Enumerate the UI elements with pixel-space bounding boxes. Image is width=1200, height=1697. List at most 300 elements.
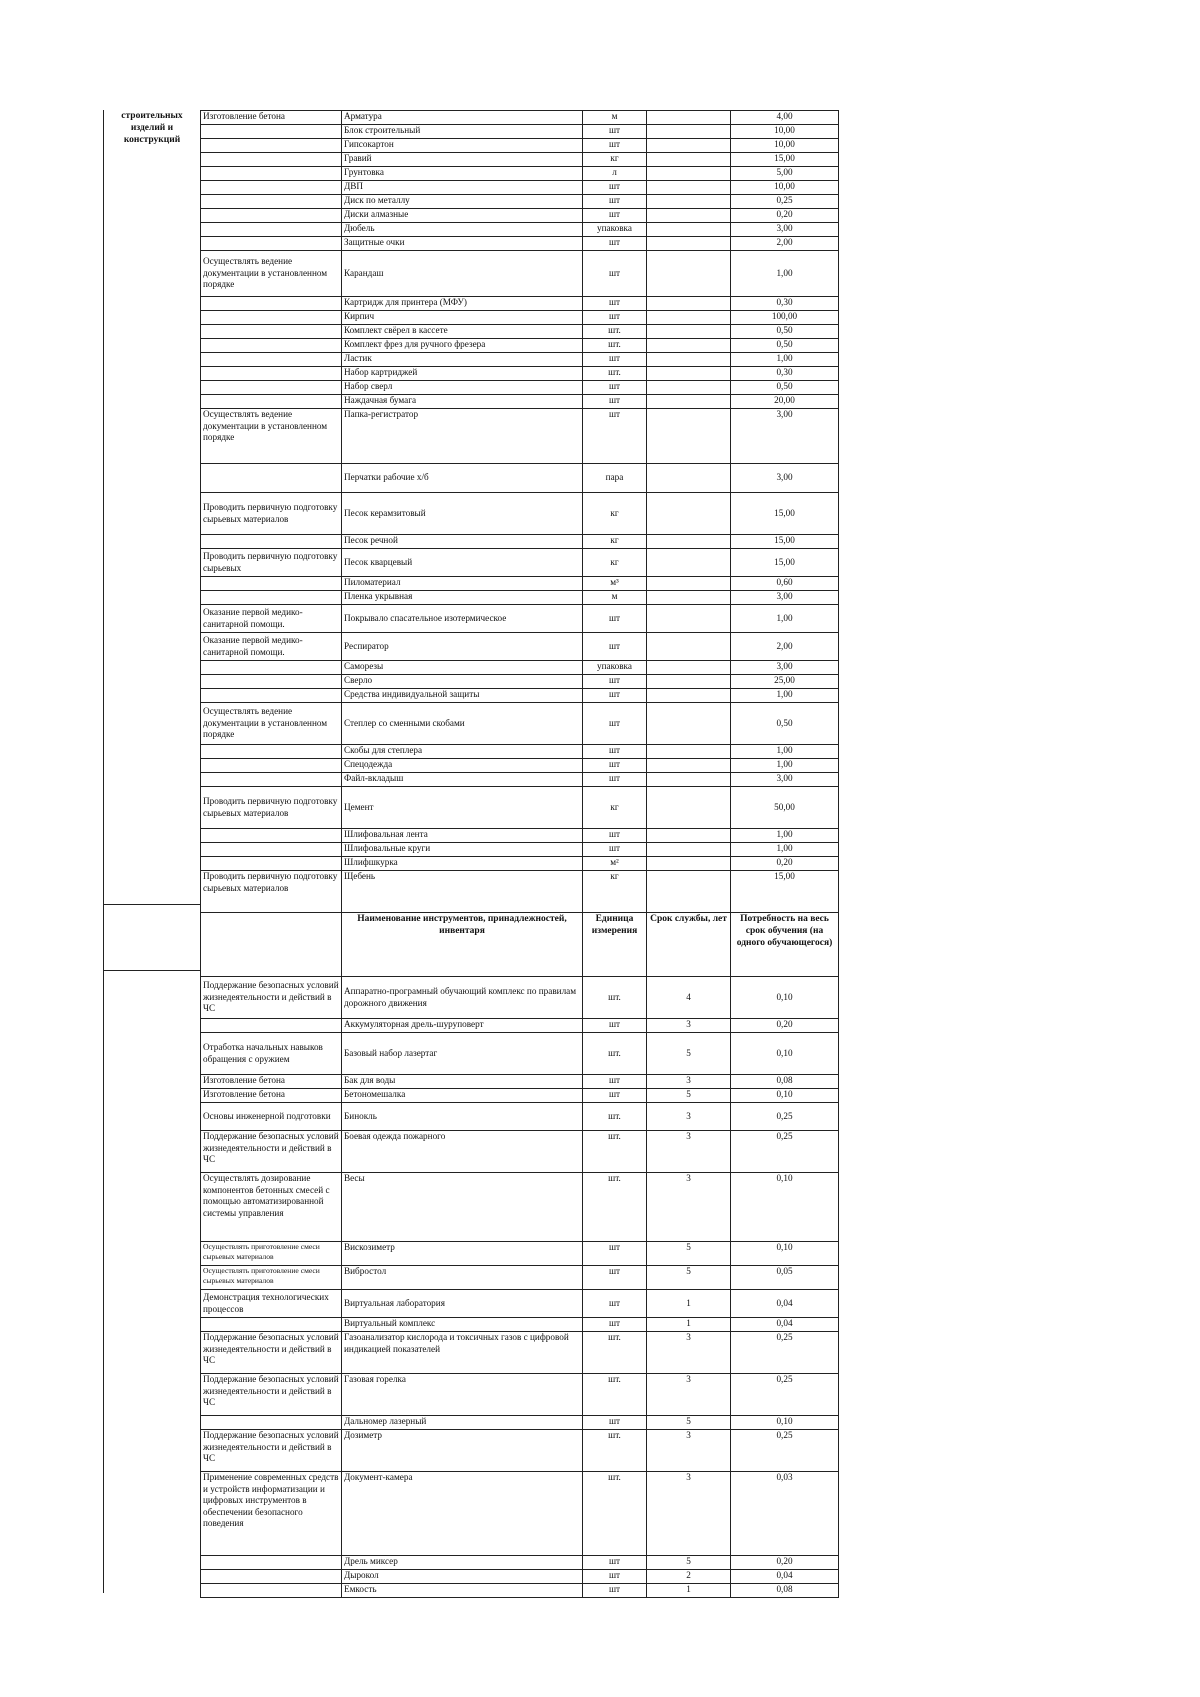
topic-cell bbox=[201, 181, 342, 195]
need-cell: 1,00 bbox=[731, 829, 839, 843]
unit-cell: шт bbox=[583, 843, 647, 857]
name-cell: Песок речной bbox=[342, 535, 583, 549]
material-row bbox=[201, 857, 839, 871]
topic-cell: Основы инженерной подготовки bbox=[201, 1103, 342, 1131]
tool-row bbox=[201, 1570, 839, 1584]
unit-cell: кг bbox=[583, 535, 647, 549]
unit-cell: шт bbox=[583, 633, 647, 661]
name-cell: Степлер со сменными скобами bbox=[342, 703, 583, 745]
name-cell: Гравий bbox=[342, 153, 583, 167]
material-row bbox=[201, 605, 839, 633]
tool-row bbox=[201, 977, 839, 1019]
name-cell: Виртуальная лаборатория bbox=[342, 1290, 583, 1318]
name-cell: Весы bbox=[342, 1173, 583, 1242]
life-cell bbox=[647, 675, 731, 689]
need-cell: 4,00 bbox=[731, 111, 839, 125]
name-cell: Покрывало спасательное изотермическое bbox=[342, 605, 583, 633]
need-cell: 0,10 bbox=[731, 1416, 839, 1430]
life-cell bbox=[647, 139, 731, 153]
need-cell: 0,50 bbox=[731, 325, 839, 339]
topic-cell: Демонстрация технологических процессов bbox=[201, 1290, 342, 1318]
need-cell: 0,20 bbox=[731, 209, 839, 223]
name-cell: Комплект фрез для ручного фрезера bbox=[342, 339, 583, 353]
unit-cell: шт bbox=[583, 1556, 647, 1570]
name-cell: Пленка укрывная bbox=[342, 591, 583, 605]
life-cell: 3 bbox=[647, 1374, 731, 1416]
tool-row bbox=[201, 1374, 839, 1416]
unit-cell: шт bbox=[583, 689, 647, 703]
topic-cell: Поддержание безопасных условий жизнедеятельности и действий в ЧС bbox=[201, 1332, 342, 1374]
unit-cell: м bbox=[583, 111, 647, 125]
name-cell: Щебень bbox=[342, 871, 583, 913]
unit-cell: шт bbox=[583, 1075, 647, 1089]
unit-cell: шт bbox=[583, 181, 647, 195]
need-cell: 3,00 bbox=[731, 661, 839, 675]
need-cell: 0,05 bbox=[731, 1266, 839, 1290]
unit-cell: шт bbox=[583, 237, 647, 251]
header-unit-cell: Единица измерения bbox=[583, 913, 647, 977]
name-cell: Бетономешалка bbox=[342, 1089, 583, 1103]
life-cell bbox=[647, 829, 731, 843]
unit-cell: шт bbox=[583, 1416, 647, 1430]
unit-cell: кг bbox=[583, 549, 647, 577]
topic-cell: Изготовление бетона bbox=[201, 1075, 342, 1089]
unit-cell: шт. bbox=[583, 1131, 647, 1173]
topic-cell bbox=[201, 759, 342, 773]
life-cell bbox=[647, 167, 731, 181]
need-cell: 1,00 bbox=[731, 353, 839, 367]
unit-cell: шт bbox=[583, 1266, 647, 1290]
unit-cell: шт bbox=[583, 195, 647, 209]
life-cell: 5 bbox=[647, 1242, 731, 1266]
topic-cell bbox=[201, 353, 342, 367]
name-cell: Комплект свёрел в кассете bbox=[342, 325, 583, 339]
unit-cell: шт bbox=[583, 395, 647, 409]
topic-cell: Поддержание безопасных условий жизнедеятельности и действий в ЧС bbox=[201, 977, 342, 1019]
name-cell: Карандаш bbox=[342, 251, 583, 297]
material-row bbox=[201, 251, 839, 297]
unit-cell: шт bbox=[583, 381, 647, 395]
material-row bbox=[201, 311, 839, 325]
name-cell: Песок керамзитовый bbox=[342, 493, 583, 535]
life-cell: 5 bbox=[647, 1266, 731, 1290]
material-row bbox=[201, 661, 839, 675]
unit-cell: шт bbox=[583, 1570, 647, 1584]
topic-cell bbox=[201, 125, 342, 139]
life-cell bbox=[647, 409, 731, 464]
topic-cell bbox=[201, 1584, 342, 1598]
life-cell bbox=[647, 223, 731, 237]
unit-cell: шт. bbox=[583, 1430, 647, 1472]
topic-cell bbox=[201, 1570, 342, 1584]
topic-cell bbox=[201, 577, 342, 591]
name-cell: ДВП bbox=[342, 181, 583, 195]
header-life-cell: Срок службы, лет bbox=[647, 913, 731, 977]
unit-cell: шт bbox=[583, 1019, 647, 1033]
tool-row bbox=[201, 1266, 839, 1290]
name-cell: Спецодежда bbox=[342, 759, 583, 773]
life-cell: 5 bbox=[647, 1556, 731, 1570]
need-cell: 15,00 bbox=[731, 871, 839, 913]
unit-cell: шт bbox=[583, 1089, 647, 1103]
tool-row bbox=[201, 1173, 839, 1242]
topic-cell bbox=[201, 1416, 342, 1430]
material-row bbox=[201, 689, 839, 703]
life-cell: 3 bbox=[647, 1472, 731, 1556]
name-cell: Песок кварцевый bbox=[342, 549, 583, 577]
name-cell: Диски алмазные bbox=[342, 209, 583, 223]
unit-cell: шт bbox=[583, 1318, 647, 1332]
life-cell: 3 bbox=[647, 1332, 731, 1374]
name-cell: Шлифовальная лента bbox=[342, 829, 583, 843]
topic-cell: Оказание первой медико-санитарной помощи. bbox=[201, 605, 342, 633]
topic-cell bbox=[201, 829, 342, 843]
tool-row bbox=[201, 1416, 839, 1430]
life-cell bbox=[647, 195, 731, 209]
name-cell: Защитные очки bbox=[342, 237, 583, 251]
topic-cell: Поддержание безопасных условий жизнедеятельности и действий в ЧС bbox=[201, 1374, 342, 1416]
life-cell bbox=[647, 367, 731, 381]
name-cell: Набор картриджей bbox=[342, 367, 583, 381]
unit-cell: кг bbox=[583, 493, 647, 535]
name-cell: Документ-камера bbox=[342, 1472, 583, 1556]
topic-cell bbox=[201, 591, 342, 605]
material-row bbox=[201, 829, 839, 843]
life-cell: 3 bbox=[647, 1019, 731, 1033]
tool-row bbox=[201, 1089, 839, 1103]
life-cell bbox=[647, 787, 731, 829]
unit-cell: шт. bbox=[583, 1033, 647, 1075]
material-row bbox=[201, 409, 839, 464]
topic-cell: Изготовление бетона bbox=[201, 111, 342, 125]
life-cell bbox=[647, 577, 731, 591]
tools-header-row bbox=[201, 913, 839, 977]
life-cell: 2 bbox=[647, 1570, 731, 1584]
life-cell: 1 bbox=[647, 1290, 731, 1318]
topic-cell bbox=[201, 297, 342, 311]
name-cell: Дюбель bbox=[342, 223, 583, 237]
material-row bbox=[201, 745, 839, 759]
name-cell: Блок строительный bbox=[342, 125, 583, 139]
material-row bbox=[201, 353, 839, 367]
name-cell: Аккумуляторная дрель-шуруповерт bbox=[342, 1019, 583, 1033]
material-row bbox=[201, 773, 839, 787]
unit-cell: шт bbox=[583, 773, 647, 787]
material-row bbox=[201, 381, 839, 395]
material-row bbox=[201, 493, 839, 535]
tool-row bbox=[201, 1131, 839, 1173]
topic-cell bbox=[201, 381, 342, 395]
tool-row bbox=[201, 1103, 839, 1131]
name-cell: Базовый набор лазертаг bbox=[342, 1033, 583, 1075]
topic-cell bbox=[201, 311, 342, 325]
name-cell: Цемент bbox=[342, 787, 583, 829]
life-cell bbox=[647, 381, 731, 395]
life-cell bbox=[647, 535, 731, 549]
need-cell: 1,00 bbox=[731, 251, 839, 297]
name-cell: Вискозиметр bbox=[342, 1242, 583, 1266]
equipment-table bbox=[200, 110, 839, 1598]
topic-cell: Проводить первичную подготовку сырьевых материалов bbox=[201, 871, 342, 913]
life-cell: 1 bbox=[647, 1584, 731, 1598]
topic-cell: Осуществлять ведение документации в установленном порядке bbox=[201, 409, 342, 464]
unit-cell: шт. bbox=[583, 1173, 647, 1242]
need-cell: 1,00 bbox=[731, 843, 839, 857]
material-row bbox=[201, 339, 839, 353]
material-row bbox=[201, 181, 839, 195]
unit-cell: шт. bbox=[583, 1472, 647, 1556]
topic-cell bbox=[201, 464, 342, 493]
material-row bbox=[201, 153, 839, 167]
need-cell: 0,20 bbox=[731, 1556, 839, 1570]
unit-cell: упаковка bbox=[583, 661, 647, 675]
unit-cell: л bbox=[583, 167, 647, 181]
life-cell: 3 bbox=[647, 1173, 731, 1242]
unit-cell: шт bbox=[583, 1584, 647, 1598]
name-cell: Перчатки рабочие х/б bbox=[342, 464, 583, 493]
life-cell bbox=[647, 591, 731, 605]
unit-cell: шт bbox=[583, 209, 647, 223]
life-cell: 3 bbox=[647, 1131, 731, 1173]
tool-row bbox=[201, 1290, 839, 1318]
need-cell: 0,25 bbox=[731, 1103, 839, 1131]
tool-row bbox=[201, 1430, 839, 1472]
topic-cell bbox=[201, 745, 342, 759]
topic-cell bbox=[201, 325, 342, 339]
tool-row bbox=[201, 1318, 839, 1332]
tool-row bbox=[201, 1242, 839, 1266]
topic-cell bbox=[201, 367, 342, 381]
tool-row bbox=[201, 1332, 839, 1374]
material-row bbox=[201, 549, 839, 577]
name-cell: Гипсокартон bbox=[342, 139, 583, 153]
name-cell: Папка-регистратор bbox=[342, 409, 583, 464]
material-row bbox=[201, 325, 839, 339]
life-cell: 4 bbox=[647, 977, 731, 1019]
topic-cell: Применение современных средств и устройств информатизации и цифровых инструментов в обеспечении безопасного поведения bbox=[201, 1472, 342, 1556]
material-row bbox=[201, 577, 839, 591]
unit-cell: шт bbox=[583, 1290, 647, 1318]
section-label: строительных изделий и конструкций bbox=[121, 111, 183, 145]
material-row bbox=[201, 223, 839, 237]
life-cell: 5 bbox=[647, 1416, 731, 1430]
name-cell: Кирпич bbox=[342, 311, 583, 325]
need-cell: 3,00 bbox=[731, 223, 839, 237]
material-row bbox=[201, 209, 839, 223]
need-cell: 1,00 bbox=[731, 605, 839, 633]
topic-cell bbox=[201, 535, 342, 549]
need-cell: 0,50 bbox=[731, 381, 839, 395]
tool-row bbox=[201, 1584, 839, 1598]
need-cell: 1,00 bbox=[731, 745, 839, 759]
material-row bbox=[201, 464, 839, 493]
topic-cell bbox=[201, 195, 342, 209]
unit-cell: шт bbox=[583, 125, 647, 139]
material-row bbox=[201, 395, 839, 409]
topic-cell: Проводить первичную подготовку сырьевых bbox=[201, 549, 342, 577]
unit-cell: кг bbox=[583, 871, 647, 913]
need-cell: 1,00 bbox=[731, 689, 839, 703]
life-cell bbox=[647, 125, 731, 139]
topic-cell bbox=[201, 395, 342, 409]
material-row bbox=[201, 125, 839, 139]
topic-cell bbox=[201, 857, 342, 871]
life-cell bbox=[647, 297, 731, 311]
life-cell bbox=[647, 661, 731, 675]
topic-cell bbox=[201, 209, 342, 223]
name-cell: Наждачная бумага bbox=[342, 395, 583, 409]
tools-header-body bbox=[201, 913, 839, 977]
material-row bbox=[201, 703, 839, 745]
topic-cell: Поддержание безопасных условий жизнедеятельности и действий в ЧС bbox=[201, 1131, 342, 1173]
tools-body bbox=[201, 977, 839, 1598]
name-cell: Диск по металлу bbox=[342, 195, 583, 209]
topic-cell: Оказание первой медико-санитарной помощи. bbox=[201, 633, 342, 661]
life-cell: 5 bbox=[647, 1033, 731, 1075]
name-cell: Грунтовка bbox=[342, 167, 583, 181]
topic-cell bbox=[201, 843, 342, 857]
need-cell: 0,10 bbox=[731, 1033, 839, 1075]
name-cell: Шлифшкурка bbox=[342, 857, 583, 871]
unit-cell: шт bbox=[583, 759, 647, 773]
topic-cell bbox=[201, 661, 342, 675]
unit-cell: шт bbox=[583, 605, 647, 633]
life-cell bbox=[647, 464, 731, 493]
unit-cell: м³ bbox=[583, 577, 647, 591]
material-row bbox=[201, 297, 839, 311]
need-cell: 15,00 bbox=[731, 153, 839, 167]
name-cell: Сверло bbox=[342, 675, 583, 689]
name-cell: Арматура bbox=[342, 111, 583, 125]
life-cell bbox=[647, 689, 731, 703]
unit-cell: шт bbox=[583, 1242, 647, 1266]
topic-cell: Проводить первичную подготовку сырьевых материалов bbox=[201, 493, 342, 535]
materials-body bbox=[201, 111, 839, 913]
life-cell bbox=[647, 745, 731, 759]
life-cell bbox=[647, 111, 731, 125]
need-cell: 0,08 bbox=[731, 1584, 839, 1598]
topic-cell: Проводить первичную подготовку сырьевых материалов bbox=[201, 787, 342, 829]
need-cell: 0,25 bbox=[731, 195, 839, 209]
unit-cell: шт. bbox=[583, 1103, 647, 1131]
name-cell: Скобы для степлера bbox=[342, 745, 583, 759]
need-cell: 3,00 bbox=[731, 591, 839, 605]
section-divider bbox=[103, 970, 200, 971]
life-cell bbox=[647, 493, 731, 535]
topic-cell: Осуществлять приготовление смеси сырьевых материалов bbox=[201, 1242, 342, 1266]
unit-cell: шт bbox=[583, 311, 647, 325]
life-cell bbox=[647, 759, 731, 773]
name-cell: Файл-вкладыш bbox=[342, 773, 583, 787]
need-cell: 100,00 bbox=[731, 311, 839, 325]
need-cell: 3,00 bbox=[731, 773, 839, 787]
need-cell: 10,00 bbox=[731, 139, 839, 153]
name-cell: Аппаратно-програмный обучающий комплекс по правилам дорожного движения bbox=[342, 977, 583, 1019]
life-cell bbox=[647, 153, 731, 167]
header-need-cell: Потребность на весь срок обучения (на одного обучающегося) bbox=[731, 913, 839, 977]
unit-cell: упаковка bbox=[583, 223, 647, 237]
section-column bbox=[103, 110, 201, 1593]
section-divider bbox=[103, 904, 200, 905]
material-row bbox=[201, 139, 839, 153]
material-row bbox=[201, 633, 839, 661]
name-cell: Виртуальный комплекс bbox=[342, 1318, 583, 1332]
material-row bbox=[201, 871, 839, 913]
name-cell: Шлифовальные круги bbox=[342, 843, 583, 857]
topic-cell: Осуществлять дозирование компонентов бетонных смесей с помощью автоматизированной системы управления bbox=[201, 1173, 342, 1242]
need-cell: 0,50 bbox=[731, 339, 839, 353]
need-cell: 0,60 bbox=[731, 577, 839, 591]
need-cell: 0,25 bbox=[731, 1131, 839, 1173]
life-cell: 5 bbox=[647, 1089, 731, 1103]
life-cell bbox=[647, 325, 731, 339]
unit-cell: шт. bbox=[583, 325, 647, 339]
name-cell: Газоанализатор кислорода и токсичных газов с цифровой индикацией показателей bbox=[342, 1332, 583, 1374]
tool-row bbox=[201, 1075, 839, 1089]
need-cell: 50,00 bbox=[731, 787, 839, 829]
need-cell: 0,20 bbox=[731, 1019, 839, 1033]
need-cell: 0,30 bbox=[731, 297, 839, 311]
life-cell bbox=[647, 857, 731, 871]
unit-cell: шт bbox=[583, 675, 647, 689]
name-cell: Респиратор bbox=[342, 633, 583, 661]
tool-row bbox=[201, 1472, 839, 1556]
name-cell: Дырокол bbox=[342, 1570, 583, 1584]
topic-cell bbox=[201, 773, 342, 787]
topic-cell bbox=[201, 1318, 342, 1332]
name-cell: Газовая горелка bbox=[342, 1374, 583, 1416]
unit-cell: м² bbox=[583, 857, 647, 871]
name-cell: Ластик bbox=[342, 353, 583, 367]
topic-cell: Осуществлять ведение документации в установленном порядке bbox=[201, 251, 342, 297]
unit-cell: шт bbox=[583, 353, 647, 367]
material-row bbox=[201, 591, 839, 605]
unit-cell: шт bbox=[583, 409, 647, 464]
material-row bbox=[201, 195, 839, 209]
unit-cell: шт bbox=[583, 139, 647, 153]
need-cell: 0,10 bbox=[731, 977, 839, 1019]
need-cell: 1,00 bbox=[731, 759, 839, 773]
name-cell: Дальномер лазерный bbox=[342, 1416, 583, 1430]
need-cell: 0,10 bbox=[731, 1173, 839, 1242]
need-cell: 0,25 bbox=[731, 1430, 839, 1472]
topic-cell bbox=[201, 167, 342, 181]
unit-cell: кг bbox=[583, 787, 647, 829]
tool-row bbox=[201, 1556, 839, 1570]
need-cell: 15,00 bbox=[731, 535, 839, 549]
need-cell: 0,04 bbox=[731, 1570, 839, 1584]
name-cell: Пиломатериал bbox=[342, 577, 583, 591]
material-row bbox=[201, 675, 839, 689]
topic-cell: Изготовление бетона bbox=[201, 1089, 342, 1103]
topic-cell: Осуществлять ведение документации в установленном порядке bbox=[201, 703, 342, 745]
tool-row bbox=[201, 1033, 839, 1075]
life-cell bbox=[647, 339, 731, 353]
life-cell bbox=[647, 633, 731, 661]
name-cell: Саморезы bbox=[342, 661, 583, 675]
unit-cell: шт bbox=[583, 703, 647, 745]
topic-cell: Отработка начальных навыков обращения с оружием bbox=[201, 1033, 342, 1075]
unit-cell: шт bbox=[583, 829, 647, 843]
unit-cell: шт bbox=[583, 297, 647, 311]
need-cell: 10,00 bbox=[731, 181, 839, 195]
life-cell bbox=[647, 773, 731, 787]
header-topic-cell bbox=[201, 913, 342, 977]
need-cell: 10,00 bbox=[731, 125, 839, 139]
unit-cell: шт bbox=[583, 745, 647, 759]
need-cell: 3,00 bbox=[731, 409, 839, 464]
topic-cell bbox=[201, 339, 342, 353]
